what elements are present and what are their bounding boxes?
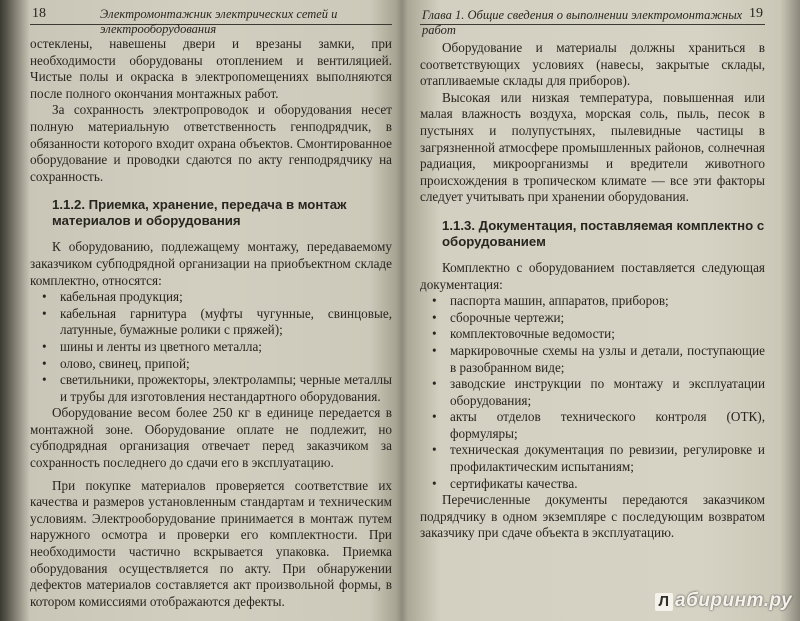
paragraph: Комплектно с оборудованием поставляется следующая документация: <box>420 259 765 292</box>
running-head: Глава 1. Общие сведения о выполнении электромонтажных работ <box>422 8 743 37</box>
watermark-mark: Л <box>655 593 673 611</box>
paragraph: Перечисленные документы передаются заказчиком подрядчику в одном экземпляре с последующим возвратом заказчику при сдаче объекта в эксплуатацию. <box>420 492 765 541</box>
list-item: • акты отделов технического контроля (ОТК), формуляры; <box>450 409 765 442</box>
bullet-list <box>30 289 392 405</box>
page-number: 18 <box>32 6 46 21</box>
list-item: • сборочные чертежи; <box>450 310 765 327</box>
page-number: 19 <box>749 6 763 21</box>
paragraph: Оборудование весом более 250 кг в единице передается в монтажной зоне. Оборудование оплате не подлежит, но субподрядная организация отвечает перед заказчиком за сохранность последнего до сдачи его в эксплуатацию. <box>30 405 392 471</box>
paragraph: За сохранность электропроводок и оборудования несет полную материальную ответственность генподрядчик, в обязанности которого входит охрана объектов. Смонтированное оборудование и проводки сдаются по акту генподрядчику на сохранность. <box>30 102 392 184</box>
list-item: • кабельная гарнитура (муфты чугунные, свинцовые, латунные, бумажные ролики с пряжей); <box>60 306 392 339</box>
list-item: • светильники, прожекторы, электролампы; черные металлы и трубы для изготовления нестандартного оборудования. <box>60 372 392 405</box>
section-heading: 1.1.3. Документация, поставляемая комплектно с оборудованием <box>442 217 765 249</box>
list-item: • шины и ленты из цветного металла; <box>60 339 392 356</box>
bullet-list <box>420 293 765 492</box>
paragraph: остеклены, навешены двери и врезаны замки, при необходимости оборудованы отоплением и вентиляцией. Чистые полы и окраска в электропомещениях выполняются после полного окончания монтажных работ. <box>30 36 392 101</box>
list-item: • паспорта машин, аппаратов, приборов; <box>450 293 765 310</box>
right-page-body <box>420 40 765 542</box>
paragraph: К оборудованию, подлежащему монтажу, передаваемому заказчиком субподрядной организации на приобъектном складе комплектно, относятся: <box>30 239 392 288</box>
right-page-header <box>420 4 765 37</box>
watermark-text: абиринт.ру <box>675 590 793 611</box>
paragraph: Высокая или низкая температура, повышенная или малая влажность воздуха, морская соль, пыль, песок в пустынях и полупустынях, пылевидные частицы в загрязненной атмосфере промышленных районов, солнечная радиация, микроорганизмы и вредители животного происхождения в тропическом климате — все эти факторы следует учитывать при хранении оборудования. <box>420 89 765 205</box>
list-item: • кабельная продукция; <box>60 289 392 306</box>
list-item: • комплектовочные ведомости; <box>450 326 765 343</box>
paragraph: Оборудование и материалы должны храниться в соответствующих условиях (навесы, закрытые склады, отапливаемые склады для приборов). <box>420 40 765 89</box>
list-item: • олово, свинец, припой; <box>60 356 392 373</box>
left-page-header <box>30 4 392 36</box>
paragraph: При покупке материалов проверяется соответствие их качества и размеров установленным стандартам и техническим условиям. Электрооборудование принимается в монтаж путем наружного осмотра и проверки его комплектности. При необходимости частично вскрывается упаковка. Приемка оборудования осуществляется по акту. При обнаружении дефектов материалов составляется акт произвольной формы, в котором комиссиями отображаются дефекты. <box>30 477 392 609</box>
section-heading: 1.1.2. Приемка, хранение, передача в монтаж материалов и оборудования <box>52 197 347 229</box>
list-item: • маркировочные схемы на узлы и детали, поступающие в разобранном виде; <box>450 343 765 376</box>
list-item: • техническая документация по ревизии, регулировке и профилактическим испытаниям; <box>450 442 765 475</box>
list-item: • сертификаты качества. <box>450 476 765 493</box>
left-page-body <box>30 36 392 610</box>
running-head: Электромонтажник электрических сетей и электрооборудования <box>100 7 338 36</box>
watermark-logo <box>655 590 792 614</box>
list-item: • заводские инструкции по монтажу и эксплуатации оборудования; <box>450 376 765 409</box>
